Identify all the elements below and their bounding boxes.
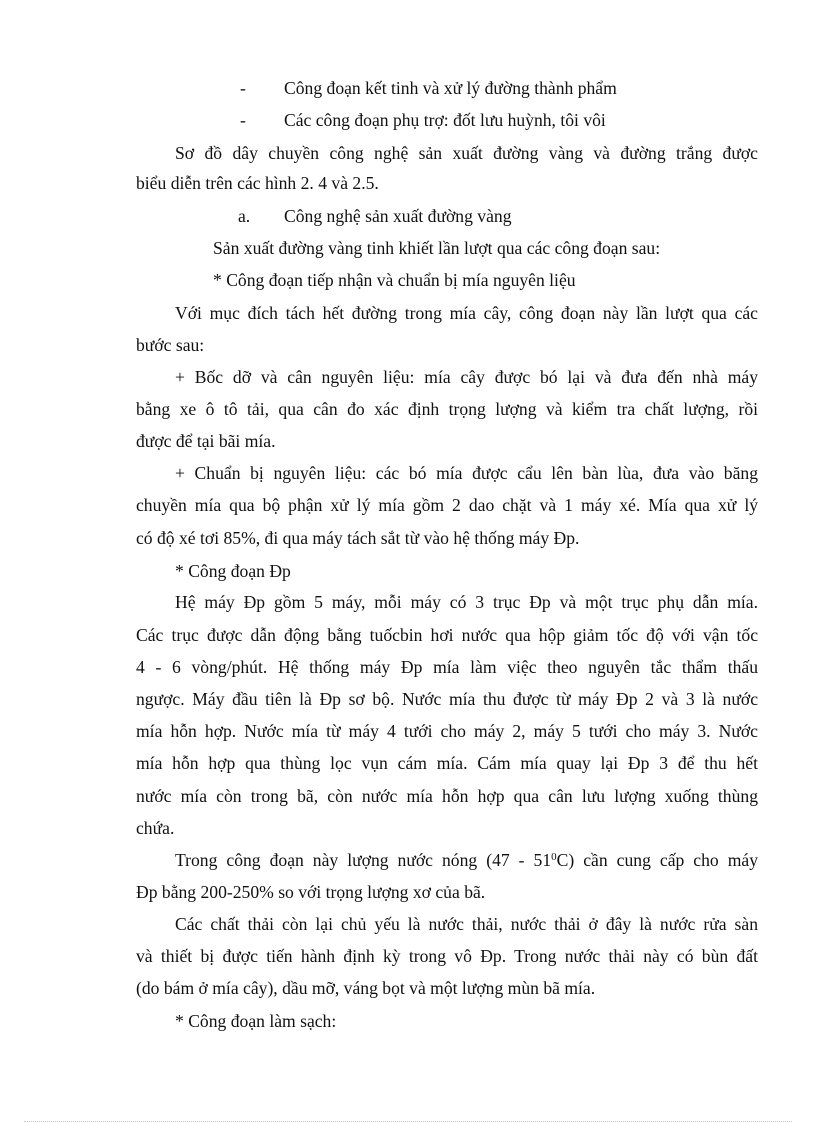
paragraph-line: 4 - 6 vòng/phút. Hệ thống máy Ðp mía làm việc theo nguyên tắc thẩm thấu	[136, 657, 758, 677]
paragraph-line: + Chuẩn bị nguyên liệu: các bó mía được cẩu lên bàn lùa, đưa vào băng	[175, 463, 758, 483]
paragraph-line: mía hỗn hợp. Nước mía từ máy 4 tưới cho máy 2, máy 5 tưới cho máy 3. Nước	[136, 721, 758, 741]
section-marker: a.	[238, 206, 251, 226]
paragraph-line: chuyền mía qua bộ phận xử lý mía gồm 2 dao chặt và 1 máy xé. Mía qua xử lý	[136, 495, 758, 515]
paragraph-line: bằng xe ô tô tải, qua cân đo xác định trọng lượng và kiểm tra chất lượng, rồi	[136, 399, 758, 419]
paragraph-line: Hệ máy Ðp gồm 5 máy, mỗi máy có 3 trục Ðp và một trục phụ dẫn mía.	[175, 592, 758, 612]
stage-heading: * Công đoạn làm sạch:	[175, 1011, 337, 1031]
paragraph-line: biểu diễn trên các hình 2. 4 và 2.5.	[136, 173, 379, 193]
section-title: Công nghệ sản xuất đường vàng	[284, 206, 512, 226]
paragraph-line: Sơ đồ dây chuyền công nghệ sản xuất đường vàng và đường trắng được	[175, 143, 758, 163]
degree-superscript: 0	[551, 851, 557, 863]
stage-heading: * Công đoạn Ðp	[175, 561, 291, 581]
paragraph-line: (do bám ở mía cây), dầu mỡ, váng bọt và một lượng mùn bã mía.	[136, 978, 596, 998]
paragraph-line: Các chất thải còn lại chủ yếu là nước thải, nước thải ở đây là nước rửa sàn	[175, 914, 758, 934]
bullet-text: Các công đoạn phụ trợ: đốt lưu huỳnh, tôi vôi	[284, 110, 606, 130]
temperature-unit-text: C) cần cung cấp cho máy	[556, 850, 759, 870]
paragraph-line: ngược. Máy đầu tiên là Ðp sơ bộ. Nước mía thu được từ máy Ðp 2 và 3 là nước	[136, 689, 758, 709]
paragraph-line: Với mục đích tách hết đường trong mía cây, công đoạn này lần lượt qua các	[175, 303, 758, 323]
intro-line: Sản xuất đường vàng tinh khiết lần lượt qua các công đoạn sau:	[213, 238, 661, 258]
paragraph-line: mía hỗn hợp qua thùng lọc vụn cám mía. Cám mía quay lại Ðp 3 để thu hết	[136, 753, 758, 773]
paragraph-line	[175, 849, 758, 871]
paragraph-line: Ðp bằng 200-250% so với trọng lượng xơ của bã.	[136, 882, 486, 902]
paragraph-line: chứa.	[136, 818, 175, 838]
paragraph-line: nước mía còn trong bã, còn nước mía hỗn hợp qua cân lưu lượng xuống thùng	[136, 786, 758, 806]
bullet-marker: -	[240, 78, 246, 98]
temperature-text: Trong công đoạn này lượng nước nóng (47 - 51	[175, 850, 552, 870]
paragraph-line: bước sau:	[136, 335, 205, 355]
paragraph-line: + Bốc dỡ và cân nguyên liệu: mía cây được bó lại và đưa đến nhà máy	[175, 367, 758, 387]
paragraph-line: Các trục được dẫn động bằng tuốcbin hơi nước qua hộp giảm tốc độ với vận tốc	[136, 625, 758, 645]
paragraph-line: và thiết bị được tiến hành định kỳ trong vô Ðp. Trong nước thải này có bùn đất	[136, 946, 758, 966]
paragraph-line: được để tại bãi mía.	[136, 431, 276, 451]
stage-heading: * Công đoạn tiếp nhận và chuẩn bị mía nguyên liệu	[213, 270, 576, 290]
paragraph-line: có độ xé tơi 85%, đi qua máy tách sắt từ vào hệ thống máy Ðp.	[136, 528, 580, 548]
bullet-marker: -	[240, 110, 246, 130]
bullet-text: Công đoạn kết tinh và xử lý đường thành phẩm	[284, 78, 617, 98]
footer-divider	[24, 1121, 792, 1122]
